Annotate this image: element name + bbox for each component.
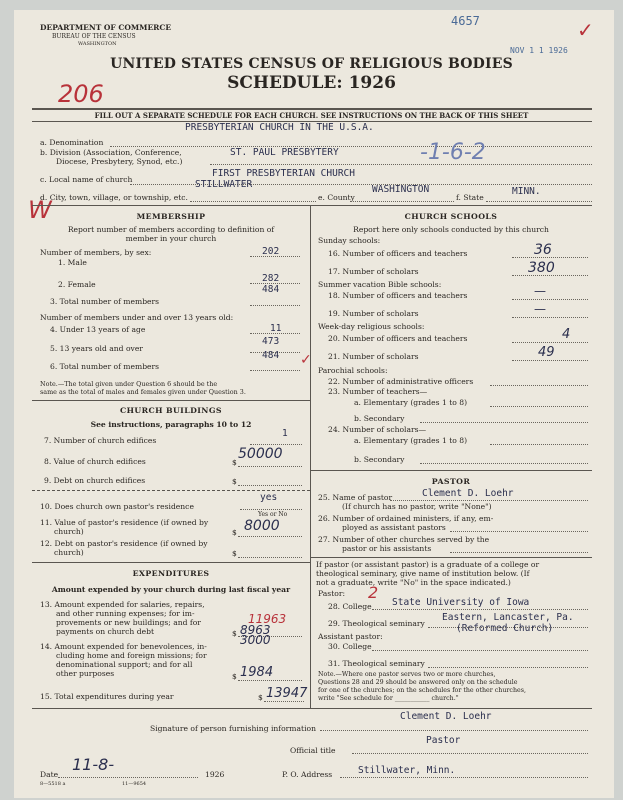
division-value: ST. PAUL PRESBYTERY bbox=[230, 147, 339, 158]
q29-value: Eastern, Lancaster, Pa. bbox=[442, 612, 574, 623]
county-label: e. County bbox=[318, 193, 355, 202]
denomination-label: a. Denomination bbox=[40, 138, 104, 147]
q19-value: — bbox=[534, 302, 546, 316]
total6-label: 6. Total number of members bbox=[50, 362, 160, 371]
schools-intro: Report here only schools conducted by this church bbox=[353, 225, 549, 234]
weekday-schools: Week-day religious schools: bbox=[318, 322, 425, 331]
serial-number: 4657 bbox=[451, 14, 480, 28]
vacation-schools: Summer vacation Bible schools: bbox=[318, 280, 442, 289]
over13-value: 473 bbox=[262, 336, 280, 347]
membership-note: Note.—The total given under Question 6 should be the bbox=[40, 380, 218, 388]
address-value: Stillwater, Minn. bbox=[358, 765, 456, 776]
q20-label: 20. Number of officers and teachers bbox=[328, 334, 468, 343]
form-title: UNITED STATES CENSUS OF RELIGIOUS BODIES bbox=[110, 56, 513, 72]
pastor-title: PASTOR bbox=[431, 477, 471, 486]
q18-label: 18. Number of officers and teachers bbox=[328, 291, 468, 300]
title-label: Official title bbox=[290, 746, 336, 755]
local-name-value: FIRST PRESBYTERIAN CHURCH bbox=[212, 168, 355, 179]
buildings-see: See instructions, paragraphs 10 to 12 bbox=[90, 420, 252, 429]
membership-note-2: same as the total of males and females given under Question 3. bbox=[40, 388, 246, 396]
q17-label: 17. Number of scholars bbox=[328, 267, 419, 276]
q22-label: 22. Number of administrative officers bbox=[328, 377, 474, 386]
q10-label: 10. Does church own pastor's residence bbox=[40, 502, 194, 511]
signature-label: Signature of person furnishing information bbox=[150, 724, 316, 733]
over13-label: 5. 13 years old and over bbox=[50, 344, 143, 353]
q18-value: — bbox=[534, 284, 546, 298]
buildings-title: CHURCH BUILDINGS bbox=[120, 406, 222, 415]
q14-label: 14. Amount expended for benevolences, in- bbox=[40, 642, 207, 651]
q23b-label: b. Secondary bbox=[354, 414, 405, 423]
q13-value-total: 11963 bbox=[248, 612, 287, 626]
instruction-line: FILL OUT A SEPARATE SCHEDULE FOR EACH CHURCH. SEE INSTRUCTIONS ON THE BACK OF THIS SHEET bbox=[94, 111, 529, 120]
q8-label: 8. Value of church edifices bbox=[44, 457, 146, 466]
date-value: 11-8- bbox=[72, 755, 115, 774]
female-label: 2. Female bbox=[58, 280, 96, 289]
members-by-sex: Number of members, by sex: bbox=[40, 248, 152, 257]
received-stamp: NOV 1 1 1926 bbox=[510, 46, 568, 55]
total3-value: 484 bbox=[262, 284, 280, 295]
q13-label: 13. Amount expended for salaries, repairs, bbox=[40, 600, 205, 609]
q9-label: 9. Debt on church edifices bbox=[44, 476, 146, 485]
q15-value: 13947 bbox=[266, 686, 308, 701]
address-label: P. O. Address bbox=[282, 770, 333, 779]
q7-value: 1 bbox=[282, 428, 288, 439]
q25-hint: (If church has no pastor, write "None") bbox=[342, 502, 492, 511]
q12-label: 12. Debt on pastor's residence (if owned by bbox=[40, 539, 208, 548]
county-value: WASHINGTON bbox=[372, 184, 430, 195]
total3-label: 3. Total number of members bbox=[50, 297, 160, 306]
q31-label: 31. Theological seminary bbox=[328, 659, 425, 668]
graduate-instr: If pastor (or assistant pastor) is a graduate of a college or bbox=[316, 560, 540, 569]
signature-value: Clement D. Loehr bbox=[400, 711, 492, 722]
q24b-label: b. Secondary bbox=[354, 455, 405, 464]
age-intro: Number of members under and over 13 years old: bbox=[40, 313, 234, 322]
q12-label-2: church) bbox=[54, 548, 84, 557]
denomination-value: PRESBYTERIAN CHURCH IN THE U.S.A. bbox=[185, 122, 374, 133]
q15-label: 15. Total expenditures during year bbox=[40, 692, 174, 701]
q29-label: 29. Theological seminary bbox=[328, 619, 425, 628]
sunday-schools: Sunday schools: bbox=[318, 236, 381, 245]
schools-title: CHURCH SCHOOLS bbox=[404, 212, 498, 221]
q11-label-2: church) bbox=[54, 527, 84, 536]
print-number: 11—9654 bbox=[122, 781, 147, 787]
bureau-label: BUREAU OF THE CENSUS bbox=[52, 33, 136, 40]
local-name-label: c. Local name of church bbox=[40, 175, 133, 184]
under13-label: 4. Under 13 years of age bbox=[50, 325, 146, 334]
membership-title: MEMBERSHIP bbox=[136, 212, 206, 221]
q8-value: 50000 bbox=[238, 446, 283, 462]
q28-value: State University of Iowa bbox=[392, 597, 530, 608]
q23-label: 23. Number of teachers— bbox=[328, 387, 428, 396]
state-value: MINN. bbox=[512, 186, 541, 197]
division-label-2: Diocese, Presbytery, Synod, etc.) bbox=[56, 157, 183, 166]
expenditures-intro: Amount expended by your church during last fiscal year bbox=[51, 585, 291, 594]
q27-label: 27. Number of other churches served by the bbox=[318, 535, 490, 544]
q13-value-extra: 3000 bbox=[240, 633, 271, 647]
schedule-title: SCHEDULE: 1926 bbox=[227, 73, 396, 93]
q24-label: 24. Number of scholars— bbox=[328, 425, 427, 434]
q28-label: 28. College bbox=[328, 602, 372, 611]
q21-label: 21. Number of scholars bbox=[328, 352, 419, 361]
parochial-schools: Parochial schools: bbox=[318, 366, 388, 375]
q13-value: 8963 bbox=[240, 623, 271, 637]
q10-value: yes bbox=[260, 492, 278, 503]
under13-value: 11 bbox=[270, 323, 282, 334]
red-w-mark: W bbox=[28, 196, 52, 224]
q21-value: 49 bbox=[538, 345, 555, 360]
q14-value: 1984 bbox=[240, 665, 274, 680]
q16-label: 16. Number of officers and teachers bbox=[328, 249, 468, 258]
year-label: 1926 bbox=[205, 770, 225, 779]
city-value: STILLWATER bbox=[195, 179, 253, 190]
membership-intro: Report number of members according to definition of bbox=[67, 225, 275, 234]
red-number: 206 bbox=[58, 80, 104, 108]
expenditures-title: EXPENDITURES bbox=[132, 569, 210, 578]
red-two: 2 bbox=[368, 583, 379, 602]
q11-label: 11. Value of pastor's residence (if owned by bbox=[40, 518, 209, 527]
q11-value: 8000 bbox=[244, 518, 280, 534]
q25-label: 25. Name of pastor bbox=[318, 493, 393, 502]
q7-label: 7. Number of church edifices bbox=[44, 436, 157, 445]
division-code: -1-6-2 bbox=[420, 140, 486, 165]
q25-value: Clement D. Loehr bbox=[422, 488, 514, 499]
q16-value: 36 bbox=[534, 242, 552, 258]
q26-label: 26. Number of ordained ministers, if any, em- bbox=[318, 514, 494, 523]
total6-value: 484 bbox=[262, 350, 280, 361]
male-label: 1. Male bbox=[58, 258, 87, 267]
assistant-pastor: Assistant pastor: bbox=[318, 632, 383, 641]
title-value: Pastor bbox=[426, 735, 461, 746]
check-mark-icon: ✓ bbox=[577, 18, 594, 42]
city-label: d. City, town, village, or township, etc. bbox=[40, 193, 188, 202]
form-number: 8—5518 a bbox=[40, 781, 66, 787]
q24a-label: a. Elementary (grades 1 to 8) bbox=[354, 436, 468, 445]
division-label: b. Division (Association, Conference, bbox=[40, 148, 182, 157]
date-label: Date bbox=[40, 770, 59, 779]
q10-hint: Yes or No bbox=[258, 511, 288, 518]
q23a-label: a. Elementary (grades 1 to 8) bbox=[354, 398, 468, 407]
q17-value: 380 bbox=[528, 260, 555, 276]
pastor-note: Note.—Where one pastor serves two or more churches, bbox=[318, 671, 496, 678]
female-value: 282 bbox=[262, 273, 280, 284]
city-label: WASHINGTON bbox=[78, 41, 117, 47]
pastor-sub: Pastor: bbox=[318, 589, 346, 598]
male-value: 202 bbox=[262, 246, 280, 257]
q29-value-2: (Reformed Church) bbox=[456, 623, 554, 634]
membership-intro-2: member in your church bbox=[125, 234, 217, 243]
q20-value: 4 bbox=[562, 327, 571, 342]
q19-label: 19. Number of scholars bbox=[328, 309, 419, 318]
state-label: f. State bbox=[456, 193, 484, 202]
department-label: DEPARTMENT OF COMMERCE bbox=[40, 23, 172, 32]
q30-label: 30. College bbox=[328, 642, 372, 651]
